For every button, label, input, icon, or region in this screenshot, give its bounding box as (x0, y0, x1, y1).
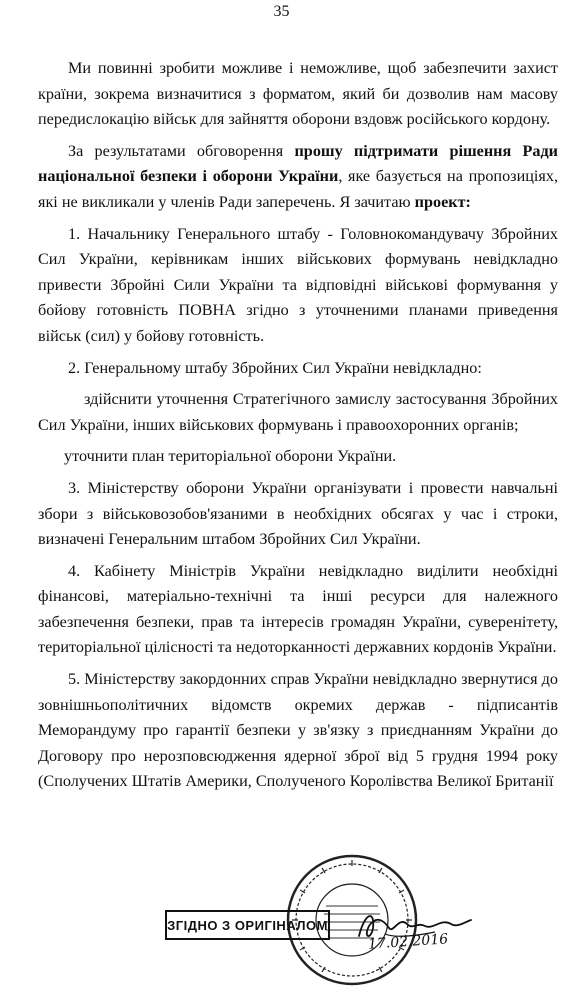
paragraph: 2. Генеральному штабу Збройних Сил України невідкладно: (68, 358, 482, 377)
paragraph: 1. Начальнику Генерального штабу - Головнокомандувачу Збройних Сил України, керівникам інших військових формувань невідкладно привести Збройні Сили України та відповідні військові формування у бойову готовність ПОВНА згідно з уточненими планами приведення військ (сил) у бойову готовність. (38, 224, 558, 345)
paragraph: 5. Міністерству закордонних справ України невідкладно звернутися до зовнішньополітичних відомств окремих держав - підписантів Меморандуму про гарантії безпеки у зв'язку з приєднанням України до Договору про нерозповсюдження ядерної зброї від 5 грудня 1994 року (Сполучених Штатів Америки, Сполученого Королівства Великої Британії (38, 670, 558, 791)
bold-text: прошу підтримати рішення Ради національної безпеки і оборони України (38, 141, 558, 186)
paragraph (38, 139, 558, 216)
text-run: За результатами обговорення (68, 141, 295, 160)
certification-stamp: ЗГІДНО З ОРИГІНАЛОМ (165, 910, 330, 940)
document-body (38, 56, 558, 801)
text-run: , яке базується на пропозиціях, які не викликали у членів Ради заперечень. Я зачитаю (38, 167, 558, 211)
paragraph: Ми повинні зробити можливе і неможливе, щоб забезпечити захист країни, зокрема визначитися з форматом, який би дозволив нам масову передислокацію військ для зайняття оборони вздовж російського кордону. (38, 59, 558, 129)
paragraph: 4. Кабінету Міністрів України невідкладно виділити необхідні фінансові, матеріально-технічні та інші ресурси для належного забезпечення безпеки, прав та інтересів громадян України, суверенітету, територіальної цілісності та недоторканності державних кордонів України. (38, 561, 558, 657)
signature-date: 17.02.2016 (367, 931, 449, 953)
paragraph: здійснити уточнення Стратегічного замислу застосування Збройних Сил України, інших військових формувань і правоохоронних органів; (38, 390, 558, 434)
paragraph: 3. Міністерству оборони України організувати і провести навчальні збори з військовозобов'язаними в необхідних обсягах у час і строки, визначені Генеральним штабом Збройних Сил України. (38, 478, 558, 549)
paragraph: уточнити план територіальної оборони України. (64, 447, 397, 466)
bold-text: проект: (414, 192, 471, 211)
page-number: 35 (273, 3, 290, 20)
